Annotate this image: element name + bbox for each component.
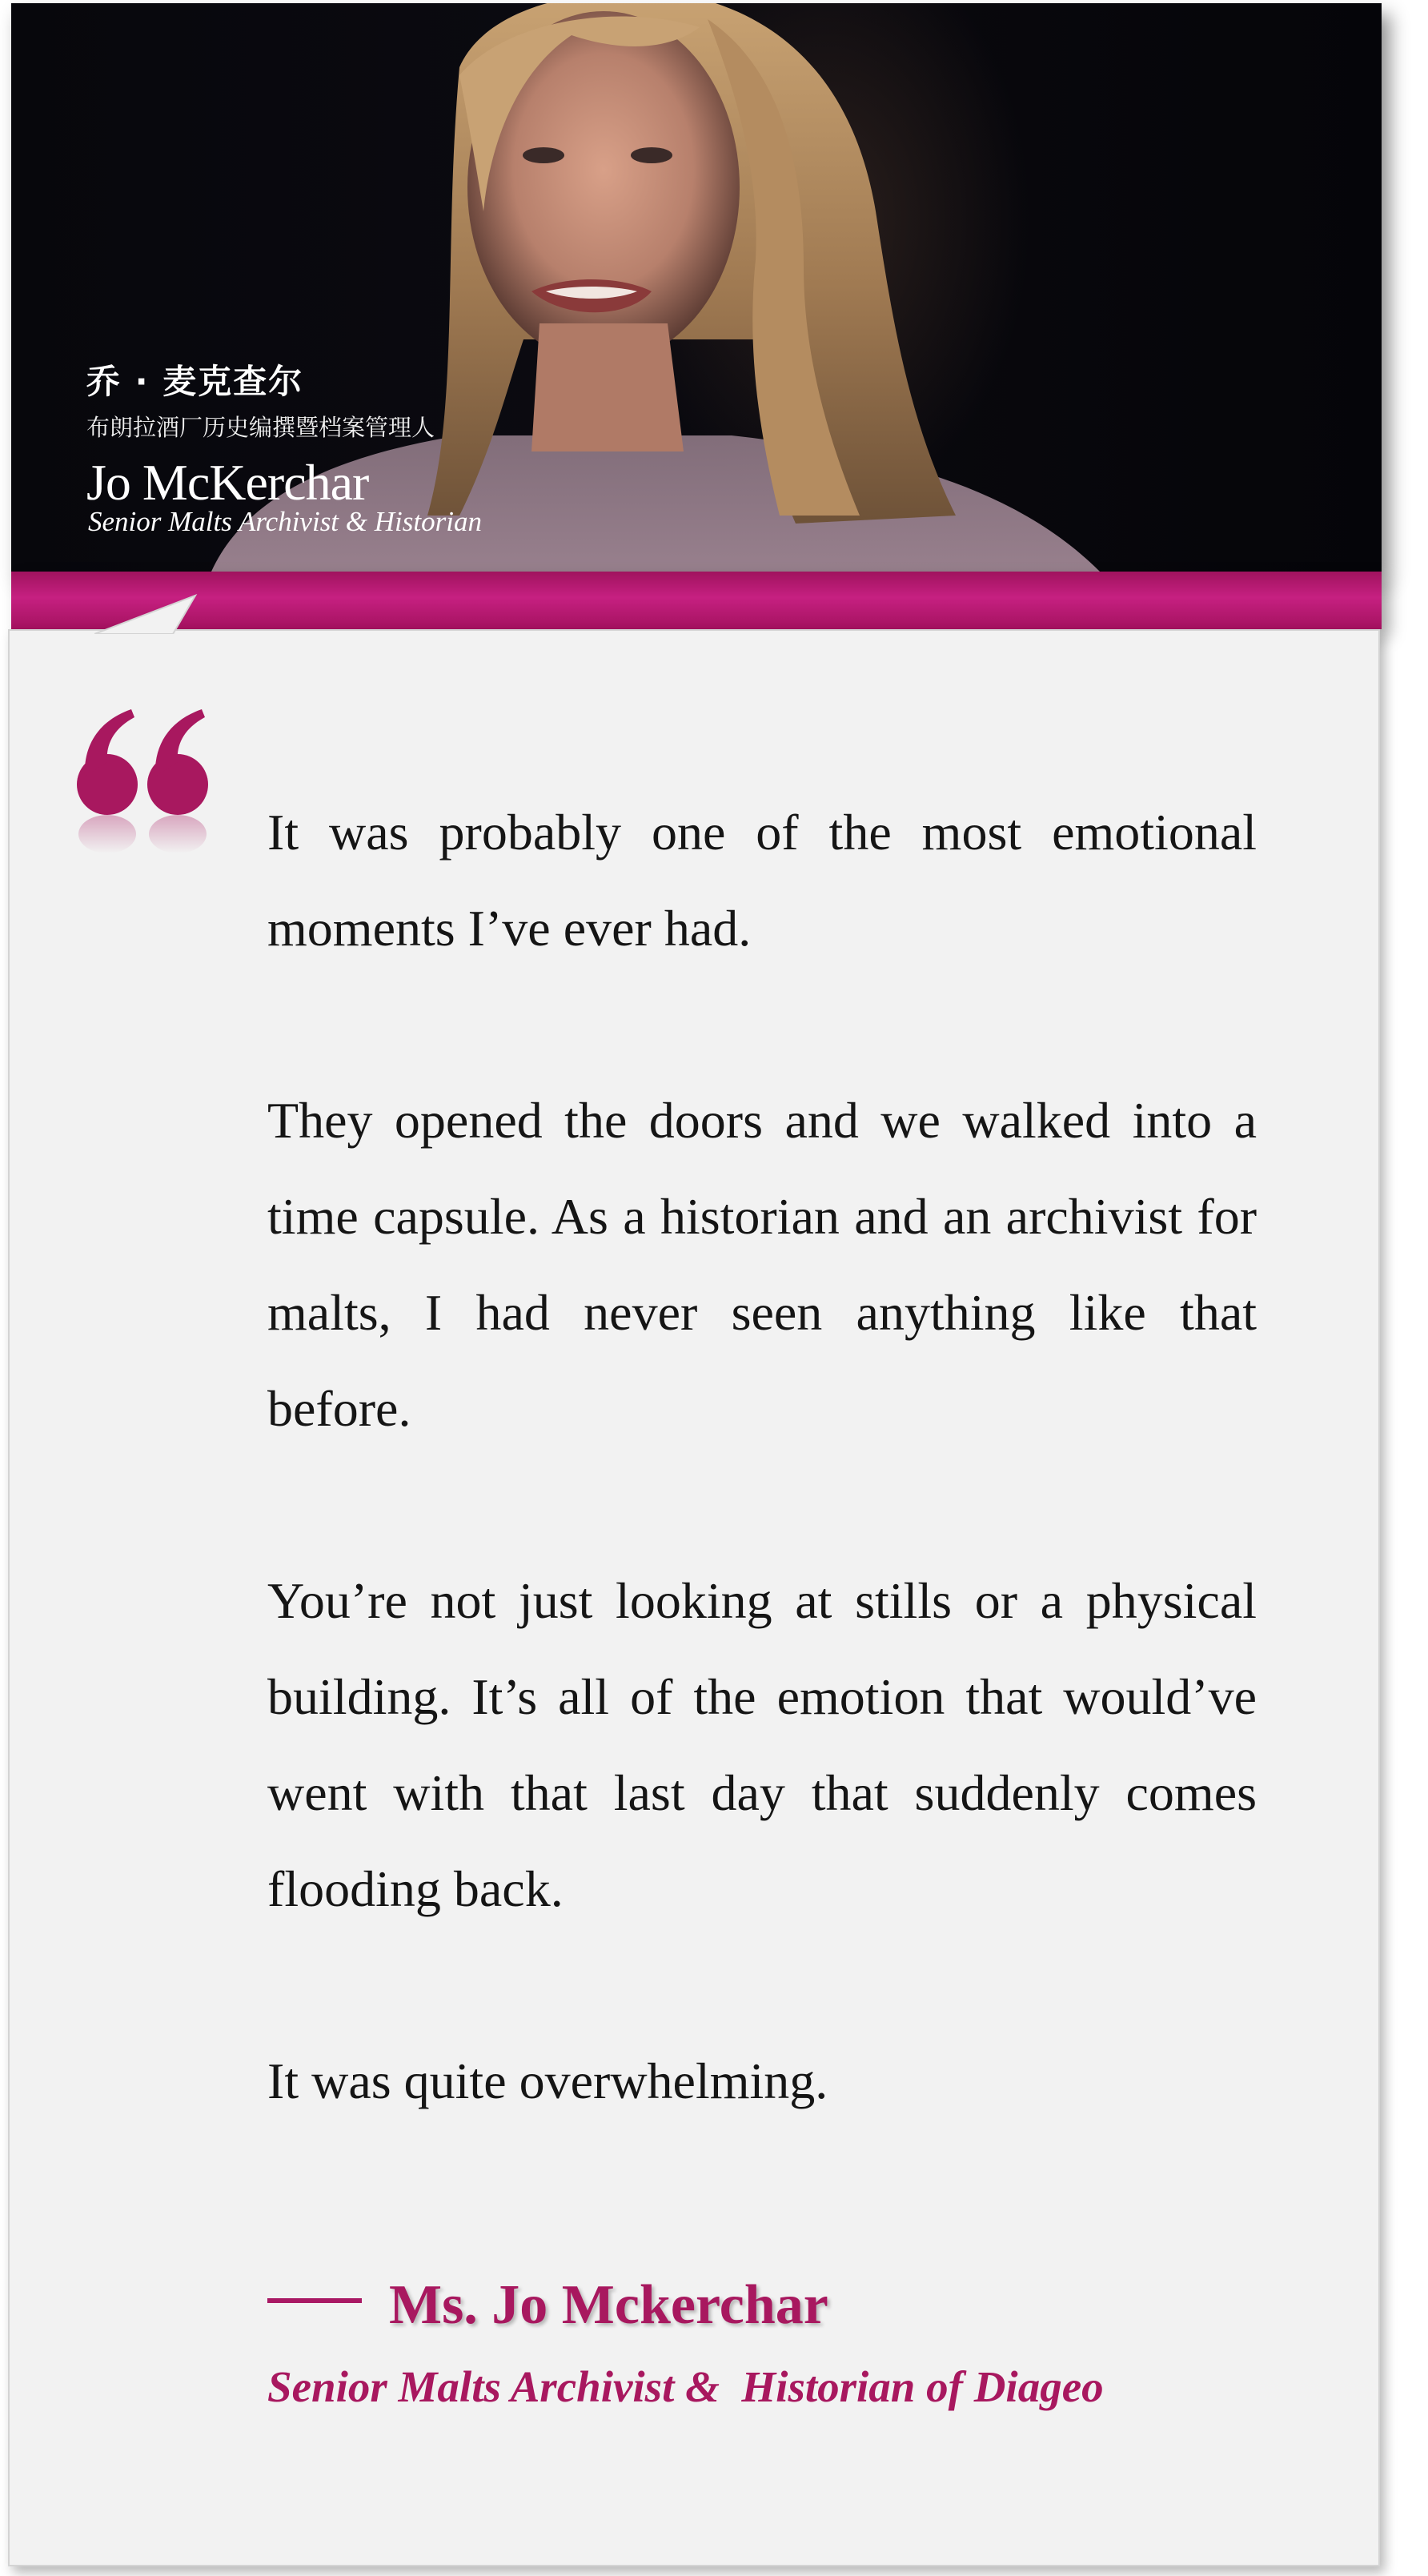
attribution-name: Ms. Jo Mckerchar: [389, 2274, 828, 2336]
quote-paragraph: They opened the doors and we walked into a time capsule. As a historian and an archivist for malts, I had never seen anything like that before.: [267, 1092, 1257, 1437]
accent-bar: [11, 572, 1382, 629]
quote-paragraph: You’re not just looking at stills or a physical building. It’s all of the emotion that would’ve went with that last day that suddenly comes flooding back.: [267, 1572, 1257, 1917]
speaker-title-chinese: 布朗拉酒厂历史编撰暨档案管理人: [86, 414, 435, 441]
attribution-title: Senior Malts Archivist & Historian of Diageo: [267, 2362, 1104, 2411]
quote-mark-icon: [67, 696, 219, 905]
quote-text: [267, 784, 1257, 2129]
quote-paragraph: It was probably one of the most emotional moments I’ve ever had.: [267, 804, 1257, 957]
speaker-name-english: Jo McKerchar: [86, 454, 369, 511]
speaker-name-chinese: 乔 · 麦克查尔: [86, 362, 304, 401]
speech-bubble-tail: [94, 592, 207, 634]
attribution-dash: [267, 2298, 362, 2303]
speaker-photo: [11, 3, 1382, 572]
quote-attribution: [267, 2273, 828, 2337]
speaker-title-english: Senior Malts Archivist & Historian: [88, 506, 482, 537]
quote-paragraph: It was quite overwhelming.: [267, 2052, 828, 2109]
